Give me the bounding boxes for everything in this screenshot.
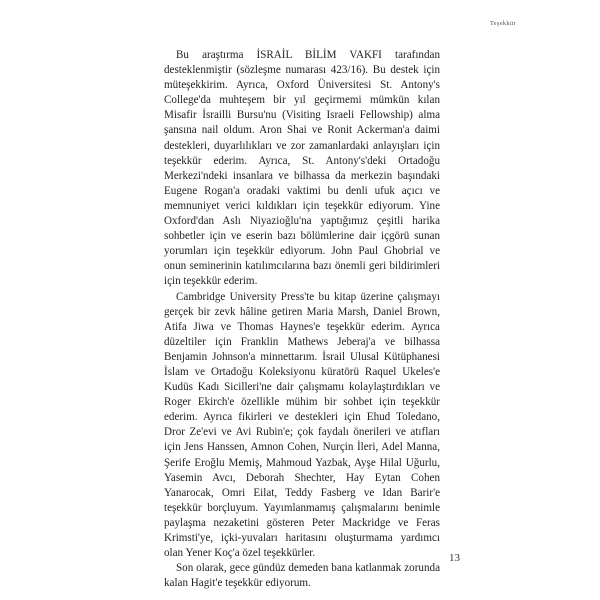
running-header: Teşekkür xyxy=(489,20,516,27)
paragraph: Cambridge University Press'te bu kitap üzerine çalışmayı gerçek bir zevk hâline getiren Maria Marsh, Daniel Brown, Atifa Jiwa ve Thomas Haynes'e teşekkür ederim. Ayrıca düzeltiler için Franklin Mathews Jeberaj'a ve bilhassa Benjamin Johnson'a minnettarım. İsrail Ulusal Kütüphanesi İslam ve Ortadoğu Koleksiyonu küratörü Raquel Ukeles'e Kudüs Kadı Sicilleri'ne dair çalışmamı kolaylaştırdıkları ve Roger Ekirch'e özellikle mühim bir sohbet için teşekkür ederim. Ayrıca fikirleri ve destekleri için Ehud Toledano, Dror Ze'evi ve Avi Rubin'e; çok faydalı önerileri ve atıfları için Jens Hanssen, Amnon Cohen, Nurçin İleri, Adel Manna, Şerife Eroğlu Memiş, Mahmoud Yazbak, Ayşe Hilal Uğurlu, Yasemin Avcı, Deborah Shechter, Hay Eytan Cohen Yanarocak, Omri Eilat, Teddy Fasberg ve Idan Barir'e teşekkür borçluyum. Yayımlanmamış çalışmalarını benimle paylaşma nezaketini gösteren Peter Mackridge ve Feras Krimsti'ye, içki-yuvaları haritasını oluşturmama yardımcı olan Yener Koç'a özel teşekkürler. xyxy=(164,290,440,560)
page-number: 13 xyxy=(449,552,460,564)
body-text xyxy=(164,48,440,591)
paragraph: Son olarak, gece gündüz demeden bana katlanmak zorunda kalan Hagit'e teşekkür ediyorum. xyxy=(164,562,440,590)
paragraph: Bu araştırma İSRAİL BİLİM VAKFI tarafından desteklenmiştir (sözleşme numarası 423/16). Bu destek için müteşekkirim. Ayrıca, Oxford Üniversitesi St. Antony's College'da muhteşem bir yıl geçirmemi mümkün kılan Misafir İsrailli Bursu'nu (Visiting Israeli Fellowship) alma şansına nail oldum. Aron Shai ve Ronit Ackerman'a daimi destekleri, duyarlılıkları ve zor zamanlardaki anlayışları için teşekkür ederim. Ayrıca, St. Antony's'deki Ortadoğu Merkezi'ndeki insanlara ve bilhassa da merkezin başındaki Eugene Rogan'a oradaki vaktimi bu denli ufuk açıcı ve memnuniyet verici kıldıkları için teşekkür ediyorum. Yine Oxford'dan Aslı Niyazioğlu'na yaptığımız çeşitli harika sohbetler için ve eserin bazı bölümlerine dair içgörü sunan yorumları için teşekkür ediyorum. John Paul Ghobrial ve onun seminerinin katılımcılarına bazı önemli geri bildirimleri için teşekkür ederim. xyxy=(164,49,440,288)
